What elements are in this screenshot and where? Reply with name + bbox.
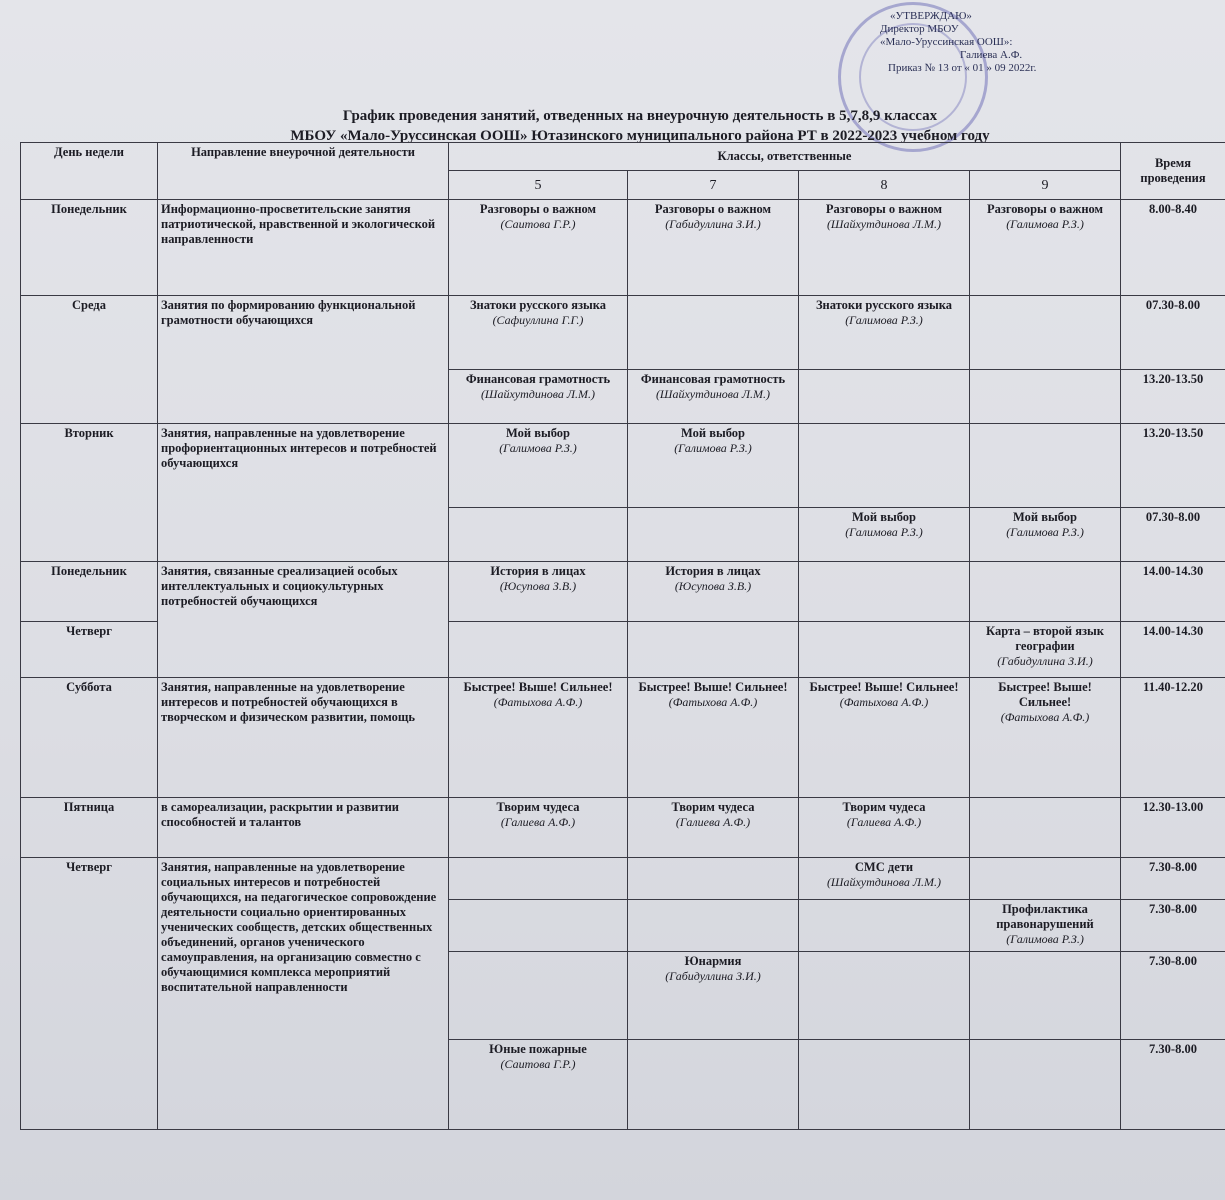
header-direction: Направление внеурочной деятельности (158, 143, 449, 200)
approval-line: «Мало-Уруссинская ООШ»: (880, 36, 1013, 48)
day-cell: Среда (21, 296, 158, 424)
class-8-cell (799, 562, 970, 622)
class-8-cell (799, 952, 970, 1040)
responsible-teacher: (Сафиуллина Г.Г.) (492, 313, 584, 327)
responsible-teacher: (Шайхутдинова Л.М.) (480, 387, 596, 401)
direction-cell: в самореализации, раскрытии и развитии способностей и талантов (158, 798, 449, 858)
class-9-cell (970, 424, 1121, 508)
class-9-cell (970, 508, 1121, 562)
header-class-5: 5 (449, 171, 628, 200)
time-cell: 07.30-8.00 (1121, 296, 1225, 370)
page-title: График проведения занятий, отведенных на внеурочную деятельность в 5,7,8,9 классах (342, 108, 938, 124)
approval-line: Приказ № 13 от « 01 » 09 2022г. (888, 62, 1037, 74)
activity-name: Разговоры о важном (825, 202, 943, 216)
activity-name: Разговоры о важном (986, 202, 1104, 216)
table-row (21, 858, 1225, 900)
class-7-cell (628, 370, 799, 424)
direction-cell: Занятия по формированию функциональной грамотности обучающихся (158, 296, 449, 424)
header-time: Время проведения (1121, 143, 1225, 200)
responsible-teacher: (Юсупова З.В.) (674, 579, 752, 593)
responsible-teacher: (Галиева А.Ф.) (675, 815, 751, 829)
responsible-teacher: (Галимова Р.З.) (1006, 932, 1084, 946)
approval-block (850, 10, 1150, 75)
page-subtitle: МБОУ «Мало-Уруссинская ООШ» Ютазинского муниципального района РТ в 2022-2023 учебном году (290, 128, 990, 144)
responsible-teacher: (Габидуллина З.И.) (997, 654, 1093, 668)
class-5-cell (449, 900, 628, 952)
activity-name: Знатоки русского языка (469, 298, 607, 312)
activity-name: Мой выбор (680, 426, 745, 440)
activity-name: Финансовая грамотность (640, 372, 786, 386)
class-5-cell (449, 200, 628, 296)
activity-name: Финансовая грамотность (465, 372, 611, 386)
class-8-cell (799, 200, 970, 296)
class-8-cell (799, 858, 970, 900)
class-5-cell (449, 562, 628, 622)
activity-name: Быстрее! Выше! Сильнее! (463, 680, 613, 694)
class-8-cell (799, 508, 970, 562)
approval-line: «УТВЕРЖДАЮ» (890, 10, 972, 22)
class-7-cell (628, 200, 799, 296)
activity-name: Профилактика правонарушений (996, 902, 1094, 931)
header-class-7: 7 (628, 171, 799, 200)
activity-name: Юные пожарные (489, 1042, 587, 1056)
time-cell: 7.30-8.00 (1121, 900, 1225, 952)
class-9-cell (970, 678, 1121, 798)
header-classes: Классы, ответственные (449, 143, 1121, 171)
class-7-cell (628, 678, 799, 798)
activity-name: Быстрее! Выше! Сильнее! (809, 680, 959, 694)
day-cell: Понедельник (21, 200, 158, 296)
class-9-cell (970, 798, 1121, 858)
responsible-teacher: (Саитова Г.Р.) (500, 217, 576, 231)
class-7-cell (628, 798, 799, 858)
activity-name: Мой выбор (851, 510, 916, 524)
responsible-teacher: (Фатыхова А.Ф.) (493, 695, 583, 709)
activity-name: История в лицах (665, 564, 761, 578)
class-7-cell (628, 296, 799, 370)
day-cell: Пятница (21, 798, 158, 858)
responsible-teacher: (Габидуллина З.И.) (665, 217, 761, 231)
responsible-teacher: (Галимова Р.З.) (1006, 525, 1084, 539)
class-5-cell (449, 370, 628, 424)
day-cell: Четверг (21, 622, 158, 678)
class-8-cell (799, 370, 970, 424)
direction-cell: Занятия, направленные на удовлетворение социальных интересов и потребностей обучающихся, на педагогическое сопровождение деятельности социально ориентированных ученических сообществ, детских общественных объединений, органов ученического самоуправления, на организацию совместно с обучающимися комплекса мероприятий воспитательной направленности (158, 858, 449, 1130)
class-9-cell (970, 952, 1121, 1040)
time-cell: 14.00-14.30 (1121, 562, 1225, 622)
time-cell: 7.30-8.00 (1121, 952, 1225, 1040)
time-cell: 13.20-13.50 (1121, 370, 1225, 424)
table-row (21, 798, 1225, 858)
activity-name: Быстрее! Выше! Сильнее! (638, 680, 788, 694)
activity-name: Творим чудеса (496, 800, 580, 814)
activity-name: Быстрее! Выше! Сильнее! (998, 680, 1092, 709)
class-7-cell (628, 622, 799, 678)
class-5-cell (449, 1040, 628, 1130)
class-8-cell (799, 798, 970, 858)
schedule-table (20, 142, 1225, 1130)
table-row (21, 296, 1225, 370)
responsible-teacher: (Фатыхова А.Ф.) (668, 695, 758, 709)
class-8-cell (799, 296, 970, 370)
direction-cell: Информационно-просветительские занятия патриотической, нравственной и экологической направленности (158, 200, 449, 296)
responsible-teacher: (Шайхутдинова Л.М.) (655, 387, 771, 401)
table-row (21, 424, 1225, 508)
responsible-teacher: (Шайхутдинова Л.М.) (826, 217, 942, 231)
class-7-cell (628, 952, 799, 1040)
class-8-cell (799, 678, 970, 798)
table-row (21, 562, 1225, 622)
class-5-cell (449, 798, 628, 858)
table-row (21, 678, 1225, 798)
responsible-teacher: (Галимова Р.З.) (845, 525, 923, 539)
table-row (21, 200, 1225, 296)
time-cell: 11.40-12.20 (1121, 678, 1225, 798)
class-9-cell (970, 370, 1121, 424)
class-7-cell (628, 508, 799, 562)
class-7-cell (628, 900, 799, 952)
class-9-cell (970, 900, 1121, 952)
direction-cell: Занятия, связанные среализацией особых интеллектуальных и социокультурных потребностей обучающихся (158, 562, 449, 678)
responsible-teacher: (Галиева А.Ф.) (500, 815, 576, 829)
responsible-teacher: (Галимова Р.З.) (1006, 217, 1084, 231)
approval-line: Директор МБОУ (880, 23, 959, 35)
responsible-teacher: (Галиева А.Ф.) (846, 815, 922, 829)
approval-line: Галиева А.Ф. (960, 49, 1023, 61)
responsible-teacher: (Габидуллина З.И.) (665, 969, 761, 983)
day-cell: Понедельник (21, 562, 158, 622)
direction-cell: Занятия, направленные на удовлетворение профориентационных интересов и потребностей обучающихся (158, 424, 449, 562)
responsible-teacher: (Галимова Р.З.) (674, 441, 752, 455)
time-cell: 13.20-13.50 (1121, 424, 1225, 508)
activity-name: Творим чудеса (671, 800, 755, 814)
class-9-cell (970, 858, 1121, 900)
header-class-9: 9 (970, 171, 1121, 200)
class-7-cell (628, 424, 799, 508)
day-cell: Вторник (21, 424, 158, 562)
activity-name: Карта – второй язык географии (986, 624, 1104, 653)
class-8-cell (799, 622, 970, 678)
time-cell: 8.00-8.40 (1121, 200, 1225, 296)
responsible-teacher: (Шайхутдинова Л.М.) (826, 875, 942, 889)
class-8-cell (799, 900, 970, 952)
activity-name: Творим чудеса (842, 800, 926, 814)
class-5-cell (449, 858, 628, 900)
activity-name: Юнармия (684, 954, 742, 968)
time-cell: 7.30-8.00 (1121, 858, 1225, 900)
activity-name: История в лицах (490, 564, 586, 578)
class-5-cell (449, 424, 628, 508)
class-9-cell (970, 200, 1121, 296)
class-7-cell (628, 1040, 799, 1130)
activity-name: Мой выбор (505, 426, 570, 440)
responsible-teacher: (Фатыхова А.Ф.) (1000, 710, 1090, 724)
class-9-cell (970, 1040, 1121, 1130)
class-5-cell (449, 952, 628, 1040)
activity-name: Разговоры о важном (654, 202, 772, 216)
header-day: День недели (21, 143, 158, 200)
day-cell: Четверг (21, 858, 158, 1130)
class-9-cell (970, 296, 1121, 370)
time-cell: 12.30-13.00 (1121, 798, 1225, 858)
class-5-cell (449, 296, 628, 370)
time-cell: 7.30-8.00 (1121, 1040, 1225, 1130)
class-7-cell (628, 562, 799, 622)
class-5-cell (449, 508, 628, 562)
activity-name: Мой выбор (1013, 510, 1078, 524)
class-5-cell (449, 678, 628, 798)
time-cell: 07.30-8.00 (1121, 508, 1225, 562)
time-cell: 14.00-14.30 (1121, 622, 1225, 678)
responsible-teacher: (Галимова Р.З.) (845, 313, 923, 327)
class-7-cell (628, 858, 799, 900)
responsible-teacher: (Юсупова З.В.) (499, 579, 577, 593)
class-8-cell (799, 424, 970, 508)
responsible-teacher: (Фатыхова А.Ф.) (839, 695, 929, 709)
responsible-teacher: (Саитова Г.Р.) (500, 1057, 576, 1071)
class-9-cell (970, 622, 1121, 678)
responsible-teacher: (Галимова Р.З.) (499, 441, 577, 455)
activity-name: Разговоры о важном (479, 202, 597, 216)
class-9-cell (970, 562, 1121, 622)
class-5-cell (449, 622, 628, 678)
activity-name: Знатоки русского языка (815, 298, 953, 312)
class-8-cell (799, 1040, 970, 1130)
header-class-8: 8 (799, 171, 970, 200)
activity-name: СМС дети (854, 860, 914, 874)
day-cell: Суббота (21, 678, 158, 798)
direction-cell: Занятия, направленные на удовлетворение интересов и потребностей обучающихся в творческом и физическом развитии, помощь (158, 678, 449, 798)
